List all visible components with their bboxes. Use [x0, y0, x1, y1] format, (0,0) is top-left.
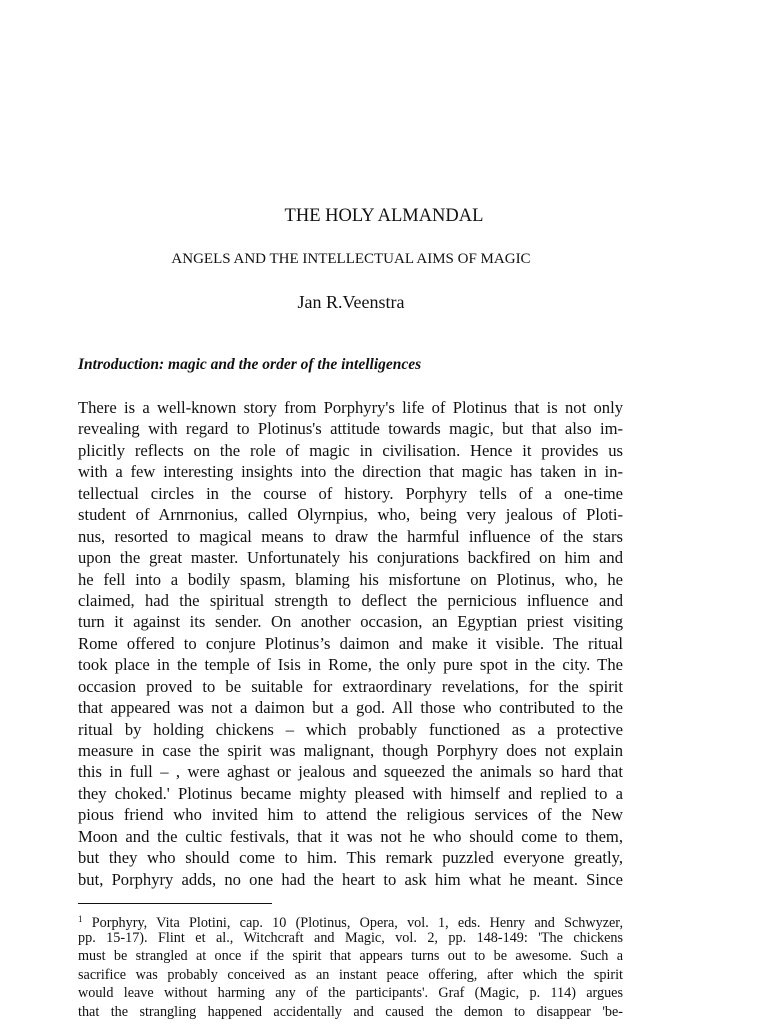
- body-line: took place in the temple of Isis in Rome, the only pure spot in the city. The: [78, 655, 623, 675]
- footnote-line: pp. 15-17). Flint et al., Witchcraft and Magic, vol. 2, pp. 148-149: 'The chickens: [78, 929, 623, 946]
- body-line: nus, resorted to magical means to draw the harmful influence of the stars: [78, 526, 623, 546]
- body-line: with a few interesting insights into the direction that magic has taken in in-: [78, 462, 623, 482]
- body-line: occasion proved to be suitable for extraordinary revelations, for the spirit: [78, 676, 623, 696]
- body-line: tellectual circles in the course of history. Porphyry tells of a one-time: [78, 483, 623, 503]
- footnote-line: sacrifice was probably conceived as an instant peace offering, after which the spirit: [78, 966, 623, 983]
- footnote-line: must be strangled at once if the spirit that appears turns out to be awesome. Such a: [78, 948, 623, 964]
- body-line: Rome offered to conjure Plotinus’s daimon and make it visible. The ritual: [78, 633, 623, 653]
- section-heading: Introduction: magic and the order of the intelligences: [78, 356, 422, 373]
- footnote-separator: [78, 903, 272, 904]
- body-paragraph: [78, 397, 623, 890]
- body-line: they choked.' Plotinus became mighty pleased with himself and replied to a: [78, 783, 623, 803]
- body-line: ritual by holding chickens – which probably functioned as a protective: [78, 719, 623, 739]
- body-line: revealing with regard to Plotinus's attitude towards magic, but that also im-: [78, 419, 623, 439]
- body-line: measure in case the spirit was malignant, though Porphyry does not explain: [78, 741, 623, 760]
- body-line: he fell into a bodily spasm, blaming his misfortune on Plotinus, who, he: [78, 569, 623, 589]
- body-line: Moon and the cultic festivals, that it was not he who should come to them,: [78, 826, 623, 846]
- footnote-line: would leave without harming any of the participants'. Graf (Magic, p. 114) argues: [78, 985, 623, 1001]
- body-line: pious friend who invited him to attend the religious services of the New: [78, 805, 623, 825]
- footnote-marker: 1: [78, 914, 83, 924]
- author-name: Jan R.Veenstra: [297, 292, 405, 312]
- body-line: but they who should come to him. This remark puzzled everyone greatly,: [78, 848, 623, 868]
- footnote-text: Porphyry, Vita Plotini, cap. 10 (Plotinus, Opera, vol. 1, eds. Henry and Schwyzer,: [82, 915, 623, 931]
- body-line: this in full – , were aghast or jealous and squeezed the animals so hard that: [78, 762, 623, 782]
- body-line: that appeared was not a daimon but a god. All those who contributed to the: [78, 698, 623, 718]
- body-line: upon the great master. Unfortunately his conjurations backfired on him and: [78, 548, 623, 568]
- footnote-line: [78, 910, 623, 929]
- footnote-line: that the strangling happened accidentally and caused the demon to disappear 'be-: [78, 1003, 623, 1020]
- article-title: THE HOLY ALMANDAL: [284, 206, 484, 226]
- body-line: claimed, had the spiritual strength to deflect the pernicious influence and: [78, 590, 623, 610]
- body-line: but, Porphyry adds, no one had the heart to ask him what he meant. Since: [78, 869, 623, 889]
- article-subtitle: ANGELS AND THE INTELLECTUAL AIMS OF MAGIC: [171, 251, 531, 267]
- footnote: [78, 910, 623, 1021]
- body-line: plicitly reflects on the role of magic in civilisation. Hence it provides us: [78, 440, 623, 460]
- body-line: student of Arnrnonius, called Olyrnpius, who, being very jealous of Ploti-: [78, 505, 623, 525]
- body-line: There is a well-known story from Porphyry's life of Plotinus that is not only: [78, 398, 623, 417]
- body-line: turn it against its sender. On another occasion, an Egyptian priest visiting: [78, 612, 623, 632]
